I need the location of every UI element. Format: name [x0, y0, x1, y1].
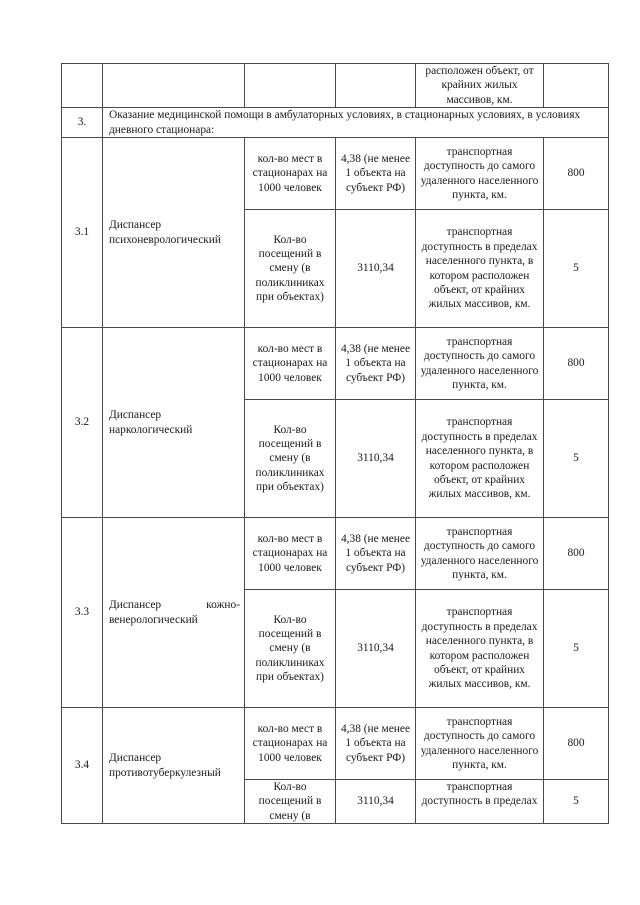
unit-cell: [245, 64, 336, 108]
name-cell: [103, 64, 245, 108]
group-number: 3.4: [62, 708, 103, 824]
value-cell: [336, 64, 416, 108]
indicator-cell: транспортная доступность в пределах населенного пункта, в котором расположен объект, от крайних жилых массивов, км.: [416, 210, 544, 328]
indicator-cell: транспортная доступность в пределах: [416, 780, 544, 824]
table-row: [62, 64, 609, 108]
unit-cell: Кол-во посещений в смену (в поликлиниках при объектах): [245, 210, 336, 328]
table-row: [62, 518, 609, 590]
indicator-cell: транспортная доступность до самого удаленного населенного пункта, км.: [416, 138, 544, 210]
indicator-cell: транспортная доступность до самого удаленного населенного пункта, км.: [416, 328, 544, 400]
unit-cell: кол-во мест в стационарах на 1000 человек: [245, 708, 336, 780]
group-number: 3.3: [62, 518, 103, 708]
limit-cell: 5: [544, 590, 609, 708]
section-title: Оказание медицинской помощи в амбулаторных условиях, в стационарных условиях, в условиях дневного стационара:: [103, 108, 609, 138]
group-name: Диспансер кожно-венерологический: [103, 518, 245, 708]
unit-cell: кол-во мест в стационарах на 1000 человек: [245, 328, 336, 400]
value-cell: 4,38 (не менее 1 объекта на субъект РФ): [336, 708, 416, 780]
group-name: Диспансер противотуберкулезный: [103, 708, 245, 824]
limit-cell: 800: [544, 138, 609, 210]
limit-cell: 800: [544, 328, 609, 400]
value-cell: 3110,34: [336, 590, 416, 708]
limit-cell: 800: [544, 518, 609, 590]
limit-cell: 5: [544, 400, 609, 518]
group-number: 3.2: [62, 328, 103, 518]
unit-cell: Кол-во посещений в смену (в поликлиниках при объектах): [245, 590, 336, 708]
table-row: [62, 708, 609, 780]
indicator-cell: расположен объект, от крайних жилых массивов, км.: [416, 64, 544, 108]
value-cell: 3110,34: [336, 210, 416, 328]
value-cell: 4,38 (не менее 1 объекта на субъект РФ): [336, 518, 416, 590]
value-cell: 4,38 (не менее 1 объекта на субъект РФ): [336, 138, 416, 210]
indicator-cell: транспортная доступность до самого удаленного населенного пункта, км.: [416, 518, 544, 590]
table-row: [62, 138, 609, 210]
limit-cell: 5: [544, 210, 609, 328]
value-cell: 3110,34: [336, 780, 416, 824]
limit-cell: [544, 64, 609, 108]
limit-cell: 5: [544, 780, 609, 824]
group-name: Диспансер психоневрологический: [103, 138, 245, 328]
number-cell: [62, 64, 103, 108]
section-number: 3.: [62, 108, 103, 138]
indicator-cell: транспортная доступность в пределах населенного пункта, в котором расположен объект, от крайних жилых массивов, км.: [416, 400, 544, 518]
limit-cell: 800: [544, 708, 609, 780]
unit-cell: кол-во мест в стационарах на 1000 человек: [245, 138, 336, 210]
group-number: 3.1: [62, 138, 103, 328]
unit-cell: Кол-во посещений в смену (в поликлиниках при объектах): [245, 400, 336, 518]
section-row: [62, 108, 609, 138]
value-cell: 3110,34: [336, 400, 416, 518]
standards-table: [61, 63, 609, 824]
table-row: [62, 328, 609, 400]
value-cell: 4,38 (не менее 1 объекта на субъект РФ): [336, 328, 416, 400]
unit-cell: кол-во мест в стационарах на 1000 человек: [245, 518, 336, 590]
group-name: Диспансер наркологический: [103, 328, 245, 518]
indicator-cell: транспортная доступность в пределах населенного пункта, в котором расположен объект, от крайних жилых массивов, км.: [416, 590, 544, 708]
unit-cell: Кол-во посещений в смену (в: [245, 780, 336, 824]
indicator-cell: транспортная доступность до самого удаленного населенного пункта, км.: [416, 708, 544, 780]
